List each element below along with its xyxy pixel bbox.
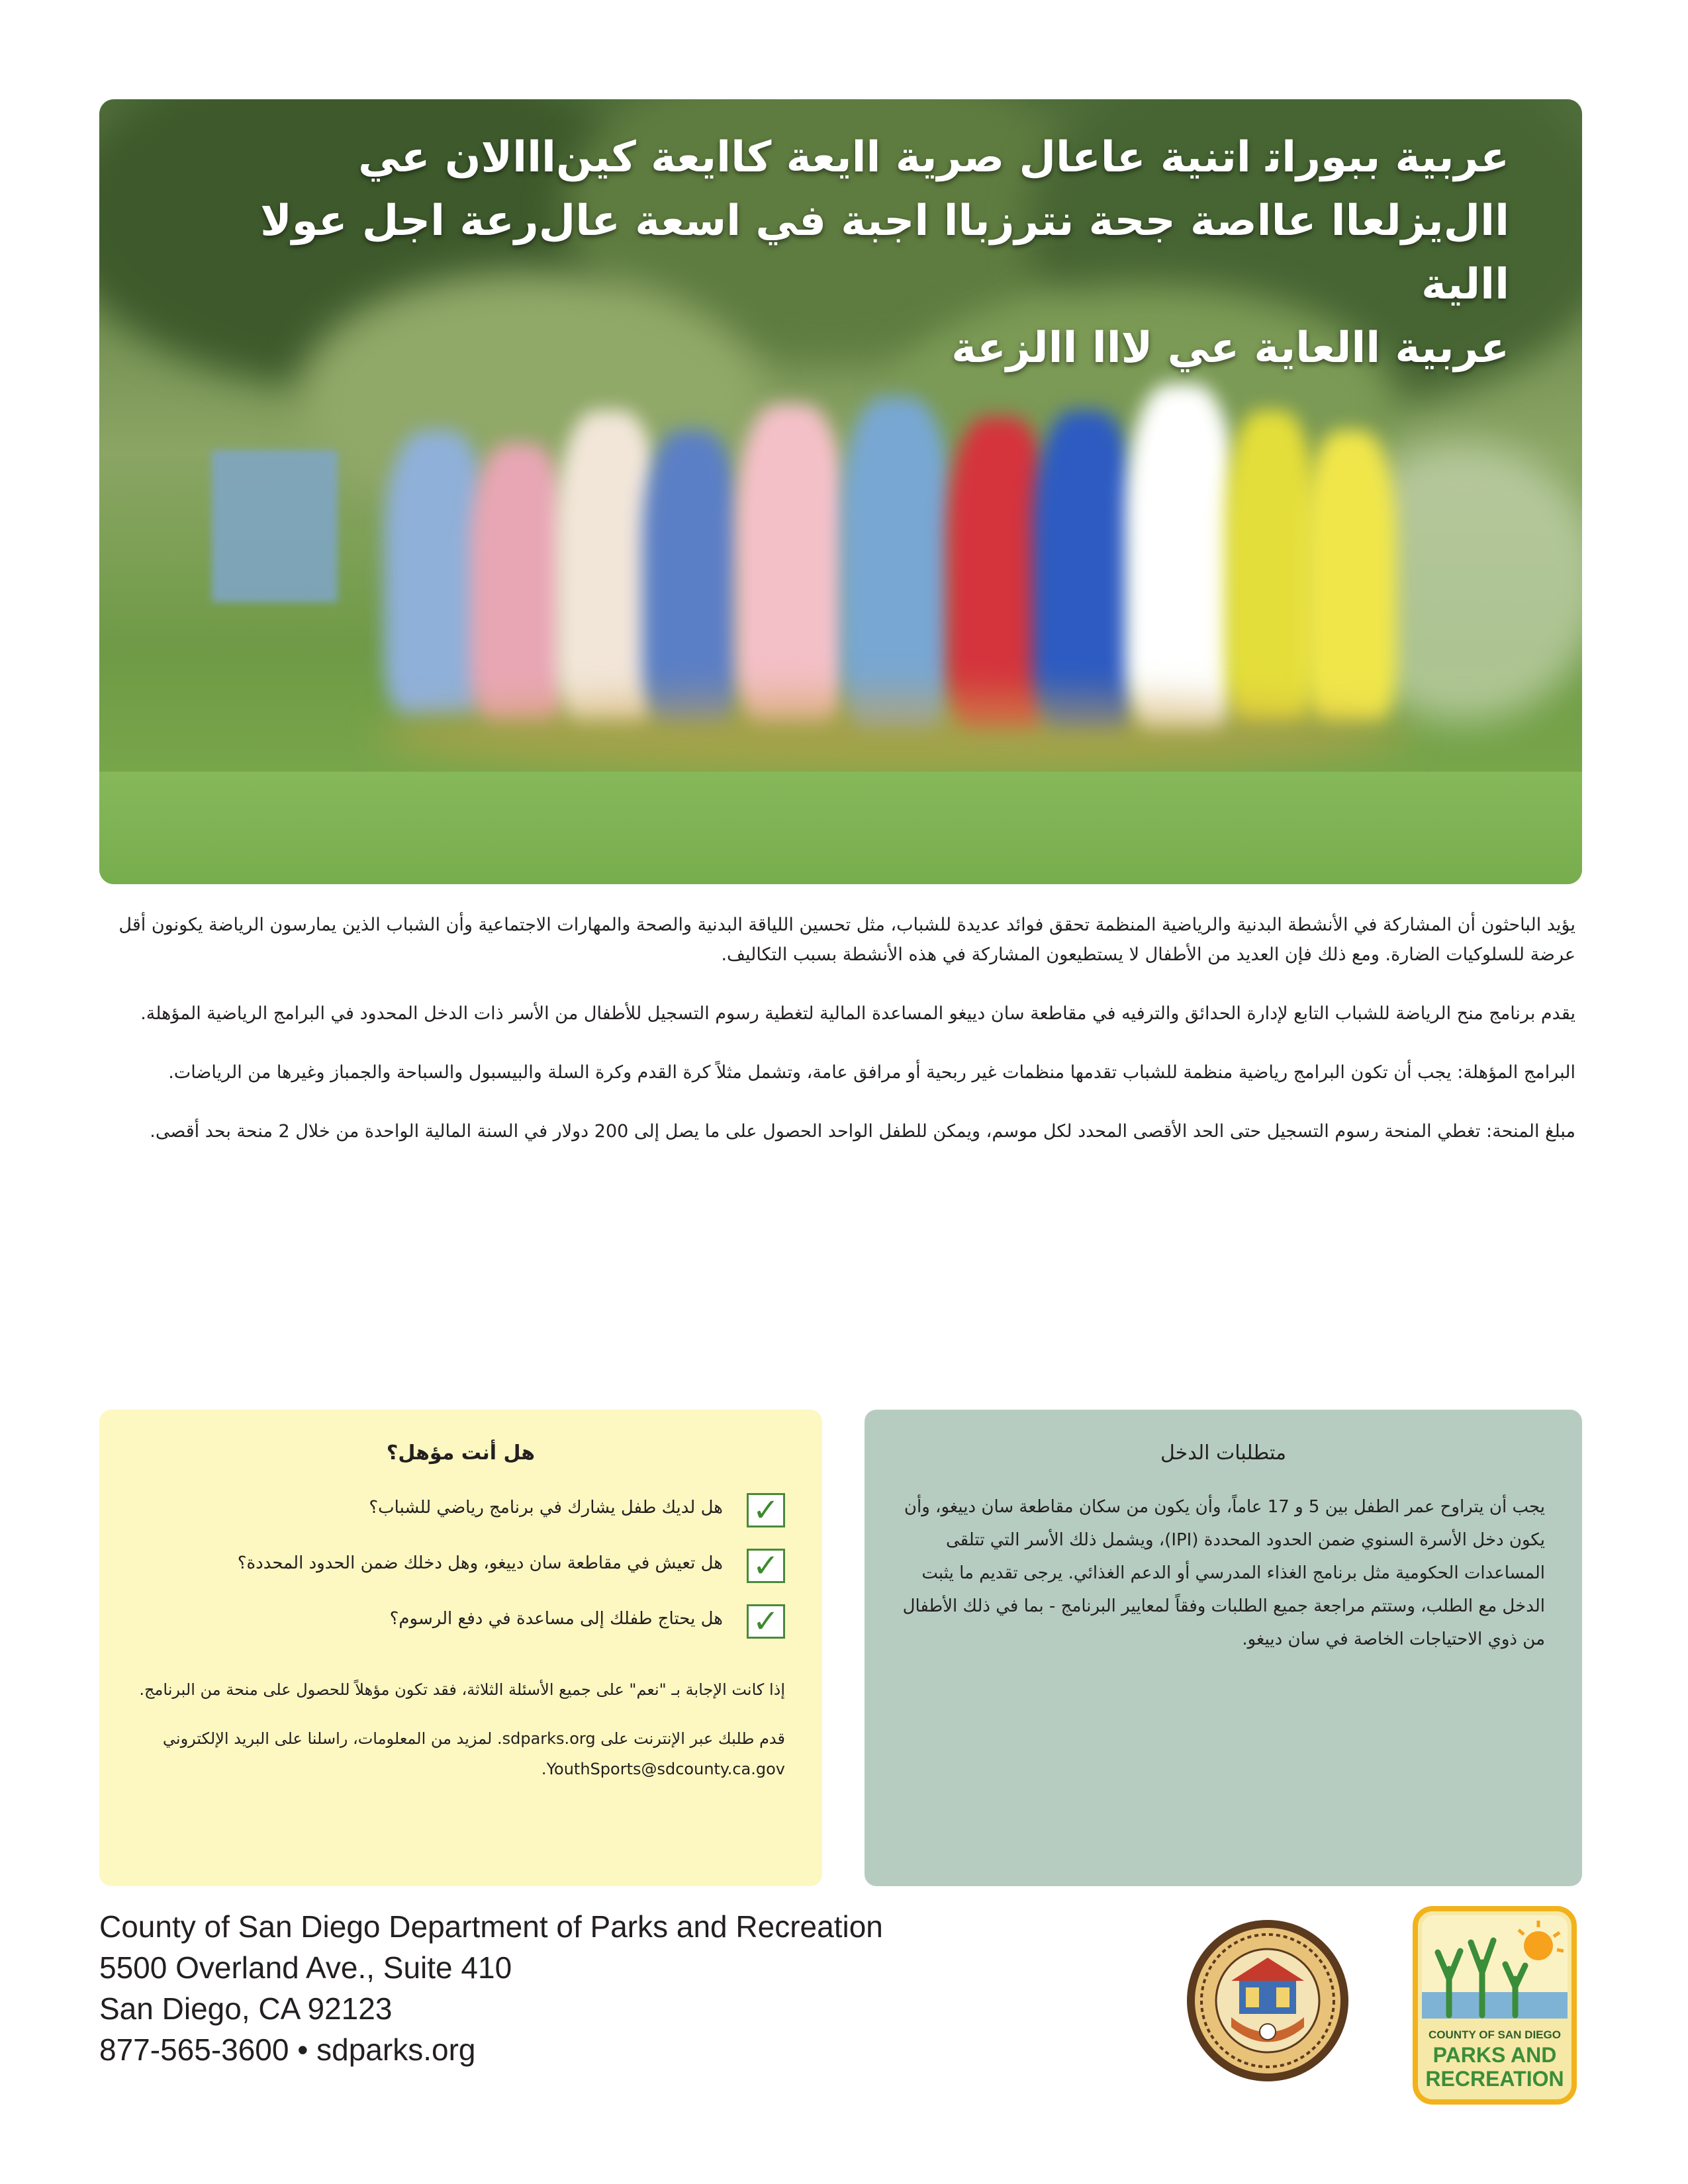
- hero-title: ﻋﺮﺑﻴﺔ ﺑﺒﻮﺭﺍﺗ ﺍﺗﻨﻴﺔ ﻋﺎﻋﺎﻝ ﺻﺮﻳﺔ ﺍﺍﻳﻌﺔ ﻛﺎﺍﻳﻌﺔ ﻛﻴﻦﺍﺍﺍﻻﻥ ﻋﻲ ﺍﺍﻝﻳﺰﻟﻌﺎﺍ ﻋﺎﺍﺻﺔ ﺟﺤﺔ ﻧﺘﺮﺯﺑﺎﺍ ﺍﺟﺒﺔ ﻓﻲ ﺍﺳﻌﺔ ﻋﺎﻝﺭﻋﺔ ﺍﺟﻞ ﻋﻮﻟﺎ ﺍﺍﻟﻴﺔ ﻋﺮﺑﻴﺔ ﺍﺍﻟﻌﺎﻳﺔ ﻋﻲ ﻻﺍﺍ ﺍﺍﻟﺰﻋﺔ: [260, 133, 1509, 373]
- logo-county-text: COUNTY OF SAN DIEGO: [1429, 2028, 1561, 2041]
- program-paragraph: ﻳﻘﺪﻡ ﺑﺮﻧﺎﻣﺞ ﻣﻨﺢ ﺍﻟﺮﻳﺎﺿﺔ ﻟﻠﺸﺒﺎﺏ ﺍﻟﺘﺎﺑﻊ ﻹﺩﺍﺭﺓ ﺍﻟﺤﺪﺍﺋﻖ ﻭﺍﻟﺘﺮﻓﻴﻪ ﻓﻲ ﻣﻘﺎﻃﻌﺔ ﺳﺎﻥ ﺩﻳﻴﻐﻮ ﺍﻟﻤﺴﺎﻋﺪﺓ ﺍﻟﻤﺎﻟﻴﺔ ﻟﺘﻐﻄﻴﺔ ﺭﺳﻮﻡ ﺍﻟﺘﺴﺠﻴﻞ ﻟﻸﻃﻔﺎﻝ ﻣﻦ ﺍﻷﺳﺮ ﺫﺍﺕ ﺍﻟﺪﺧﻞ ﺍﻟﻤﺤﺪﻭﺩ ﻓﻲ ﺍﻟﺒﺮﺍﻣﺞ ﺍﻟﺮﻳﺎﺿﻴﺔ ﺍﻟﻤﺆﻫﻠﺔ.: [140, 1003, 1575, 1024]
- checklist-item-text: ﻫﻞ ﺗﻌﻴﺶ ﻓﻲ ﻣﻘﺎﻃﻌﺔ ﺳﺎﻥ ﺩﻳﻴﻐﻮ، ﻭﻫﻞ ﺩﺧﻠﻚ ﺿﻤﻦ ﺍﻟﺤﺪﻭﺩ ﺍﻟﻤﺤﺪﺩﺓ؟: [237, 1553, 723, 1573]
- scoreboard-sign: [212, 450, 338, 602]
- footer-address: [99, 1906, 883, 2070]
- checklist-item: [136, 1493, 785, 1527]
- checklist-item-text: ﻫﻞ ﻳﺤﺘﺎﺝ ﻃﻔﻠﻚ ﺇﻟﻰ ﻣﺴﺎﻋﺪﺓ ﻓﻲ ﺩﻓﻊ ﺍﻟﺮﺳﻮﻡ؟: [389, 1609, 723, 1629]
- city-state-zip: San Diego, CA 92123: [99, 1991, 393, 2026]
- checklist-item: [136, 1604, 785, 1639]
- checkbox-checked-icon[interactable]: ✓: [747, 1549, 785, 1583]
- department-name: County of San Diego Department of Parks and Recreation: [99, 1909, 883, 1944]
- grass-field: [99, 772, 1582, 884]
- logo-recreation-text: RECREATION: [1425, 2067, 1564, 2091]
- eligible-programs-paragraph: ﺍﻟﺒﺮﺍﻣﺞ ﺍﻟﻤﺆﻫﻠﺔ: ﻳﺠﺐ ﺃﻥ ﺗﻜﻮﻥ ﺍﻟﺒﺮﺍﻣﺞ ﺭﻳﺎﺿﻴﺔ ﻣﻨﻈﻤﺔ ﻟﻠﺸﺒﺎﺏ ﺗﻘﺪﻣﻬﺎ ﻣﻨﻈﻤﺎﺕ ﻏﻴﺮ ﺭﺑﺤﻴﺔ ﺃﻭ ﻣﺮﺍﻓﻖ ﻋﺎﻣﺔ، ﻭﺗﺸﻤﻞ ﻣﺜﻼً ﻛﺮﺓ ﺍﻟﻘﺪﻡ ﻭﻛﺮﺓ ﺍﻟﺴﻠﺔ ﻭﺍﻟﺒﻴﺴﺒﻮﻝ ﻭﺍﻟﺴﺒﺎﺣﺔ ﻭﺍﻟﺠﻤﺒﺎﺯ ﻭﻏﻴﺮﻫﺎ ﻣﻦ ﺍﻟﺮﻳﺎﺿﺎﺕ.: [168, 1062, 1575, 1083]
- checklist-item: [136, 1549, 785, 1583]
- checklist-item-text: ﻫﻞ ﻟﺪﻳﻚ ﻃﻔﻞ ﻳﺸﺎﺭﻙ ﻓﻲ ﺑﺮﻧﺎﻣﺞ ﺭﻳﺎﺿﻲ ﻟﻠﺸﺒﺎﺏ؟: [369, 1498, 723, 1518]
- hero-photo: [99, 99, 1582, 884]
- checklist: [136, 1493, 785, 1639]
- checkbox-checked-icon[interactable]: ✓: [747, 1604, 785, 1639]
- street-address: 5500 Overland Ave., Suite 410: [99, 1950, 512, 1985]
- apply-info[interactable]: ﻗﺪﻡ ﻃﻠﺒﻚ ﻋﺒﺮ ﺍﻹﻧﺘﺮﻧﺖ ﻋﻠﻰ sdparks.org. ﻟﻤﺰﻳﺪ ﻣﻦ ﺍﻟﻤﻌﻠﻮﻣﺎﺕ، ﺭﺍﺳﻠﻨﺎ ﻋﻠﻰ ﺍﻟﺒﺮﻳﺪ ﺍﻹﻟﻜﺘﺮﻭﻧﻲ YouthSports@sdcounty.ca.gov.: [162, 1729, 785, 1778]
- phone-website[interactable]: 877-565-3600 • sdparks.org: [99, 2032, 476, 2067]
- checklist-title: ﻫﻞ ﺃﻧﺖ ﻣﺆﻫﻞ؟: [386, 1441, 536, 1465]
- eligibility-note: ﺇﺫﺍ ﻛﺎﻧﺖ ﺍﻹﺟﺎﺑﺔ ﺑـ "ﻧﻌﻢ" ﻋﻠﻰ ﺟﻤﻴﻊ ﺍﻷﺳﺌﻠﺔ ﺍﻟﺜﻼﺛﺔ، ﻓﻘﺪ ﺗﻜﻮﻥ ﻣﺆﻫﻼً ﻟﻠﺤﺼﻮﻝ ﻋﻠﻰ ﻣﻨﺤﺔ ﻣﻦ ﺍﻟﺒﺮﻧﺎﻣﺞ.: [139, 1680, 785, 1699]
- body-text: [99, 910, 1575, 1175]
- parks-recreation-logo: [1413, 1906, 1577, 2105]
- intro-paragraph: ﻳﺆﻳﺪ ﺍﻟﺒﺎﺣﺜﻮﻥ ﺃﻥ ﺍﻟﻤﺸﺎﺭﻛﺔ ﻓﻲ ﺍﻷﻧﺸﻄﺔ ﺍﻟﺒﺪﻧﻴﺔ ﻭﺍﻟﺮﻳﺎﺿﻴﺔ ﺍﻟﻤﻨﻈﻤﺔ ﺗﺤﻘﻖ ﻓﻮﺍﺋﺪ ﻋﺪﻳﺪﺓ ﻟﻠﺸﺒﺎﺏ، ﻣﺜﻞ ﺗﺤﺴﻴﻦ ﺍﻟﻠﻴﺎﻗﺔ ﺍﻟﺒﺪﻧﻴﺔ ﻭﺍﻟﺼﺤﺔ ﻭﺍﻟﻤﻬﺎﺭﺍﺕ ﺍﻻﺟﺘﻤﺎﻋﻴﺔ ﻭﺃﻥ ﺍﻟﺸﺒﺎﺏ ﺍﻟﺬﻳﻦ ﻳﻤﺎﺭﺳﻮﻥ ﺍﻟﺮﻳﺎﺿﺔ ﻳﻜﻮﻧﻮﻥ ﺃﻗﻞ ﻋﺮﺿﺔ ﻟﻠﺴﻠﻮﻛﻴﺎﺕ ﺍﻟﻀﺎﺭﺓ. ﻭﻣﻊ ﺫﻟﻚ ﻓﺈﻥ ﺍﻟﻌﺪﻳﺪ ﻣﻦ ﺍﻷﻃﻔﺎﻝ ﻻ ﻳﺴﺘﻄﻴﻌﻮﻥ ﺍﻟﻤﺸﺎﺭﻛﺔ ﻓﻲ ﻫﺬﻩ ﺍﻷﻧﺸﻄﺔ ﺑﺴﺒﺐ ﺍﻟﺘﻜﺎﻟﻴﻒ.: [118, 915, 1575, 965]
- requirements-text: ﻳﺠﺐ ﺃﻥ ﻳﺘﺮﺍﻭﺡ ﻋﻤﺮ ﺍﻟﻄﻔﻞ ﺑﻴﻦ 5 ﻭ 17 ﻋﺎﻣﺎً، ﻭﺃﻥ ﻳﻜﻮﻥ ﻣﻦ ﺳﻜﺎﻥ ﻣﻘﺎﻃﻌﺔ ﺳﺎﻥ ﺩﻳﻴﻐﻮ، ﻭﺃﻥ ﻳﻜﻮﻥ ﺩﺧﻞ ﺍﻷﺳﺮﺓ ﺍﻟﺴﻨﻮﻱ ﺿﻤﻦ ﺍﻟﺤﺪﻭﺩ ﺍﻟﻤﺤﺪﺩﺓ (IPI)، ﻭﻳﺸﻤﻞ ﺫﻟﻚ ﺍﻷﺳﺮ ﺍﻟﺘﻲ ﺗﺘﻠﻘﻰ ﺍﻟﻤﺴﺎﻋﺪﺍﺕ ﺍﻟﺤﻜﻮﻣﻴﺔ ﻣﺜﻞ ﺑﺮﻧﺎﻣﺞ ﺍﻟﻐﺬﺍﺀ ﺍﻟﻤﺪﺭﺳﻲ ﺃﻭ ﺍﻟﺪﻋﻢ ﺍﻟﻐﺬﺍﺋﻲ. ﻳﺮﺟﻰ ﺗﻘﺪﻳﻢ ﻣﺎ ﻳﺜﺒﺖ ﺍﻟﺪﺧﻞ ﻣﻊ ﺍﻟﻄﻠﺐ، ﻭﺳﺘﺘﻢ ﻣﺮﺍﺟﻌﺔ ﺟﻤﻴﻊ ﺍﻟﻄﻠﺒﺎﺕ ﻭﻓﻘﺎً ﻟﻤﻌﺎﻳﻴﺮ ﺍﻟﺒﺮﻧﺎﻣﺞ - ﺑﻤﺎ ﻓﻲ ﺫﻟﻚ ﺍﻷﻃﻔﺎﻝ ﻣﻦ ﺫﻭﻱ ﺍﻻﺣﺘﻴﺎﺟﺎﺕ ﺍﻟﺨﺎﺻﺔ ﻓﻲ ﺳﺎﻥ ﺩﻳﻴﻐﻮ.: [902, 1497, 1545, 1649]
- grant-amount-paragraph: ﻣﺒﻠﻎ ﺍﻟﻤﻨﺤﺔ: ﺗﻐﻄﻲ ﺍﻟﻤﻨﺤﺔ ﺭﺳﻮﻡ ﺍﻟﺘﺴﺠﻴﻞ ﺣﺘﻰ ﺍﻟﺤﺪ ﺍﻷﻗﺼﻰ ﺍﻟﻤﺤﺪﺩ ﻟﻜﻞ ﻣﻮﺳﻢ، ﻭﻳﻤﻜﻦ ﻟﻠﻄﻔﻞ ﺍﻟﻮﺍﺣﺪ ﺍﻟﺤﺼﻮﻝ ﻋﻠﻰ ﻣﺎ ﻳﺼﻞ ﺇﻟﻰ 200 ﺩﻭﻻﺭ ﻓﻲ ﺍﻟﺴﻨﺔ ﺍﻟﻤﺎﻟﻴﺔ ﺍﻟﻮﺍﺣﺪﺓ ﻣﻦ ﺧﻼﻝ 2 ﻣﻨﺤﺔ ﺑﺤﺪ ﺃﻗﺼﻰ.: [150, 1121, 1575, 1142]
- income-requirements-box: [865, 1410, 1582, 1886]
- eligibility-checklist-box: [99, 1410, 822, 1886]
- requirements-title: ﻣﺘﻄﻠﺒﺎﺕ ﺍﻟﺪﺧﻞ: [1160, 1441, 1287, 1465]
- logo-parks-text: PARKS AND: [1432, 2043, 1557, 2067]
- county-seal-icon: [1185, 1918, 1350, 2083]
- checkbox-checked-icon[interactable]: ✓: [747, 1493, 785, 1527]
